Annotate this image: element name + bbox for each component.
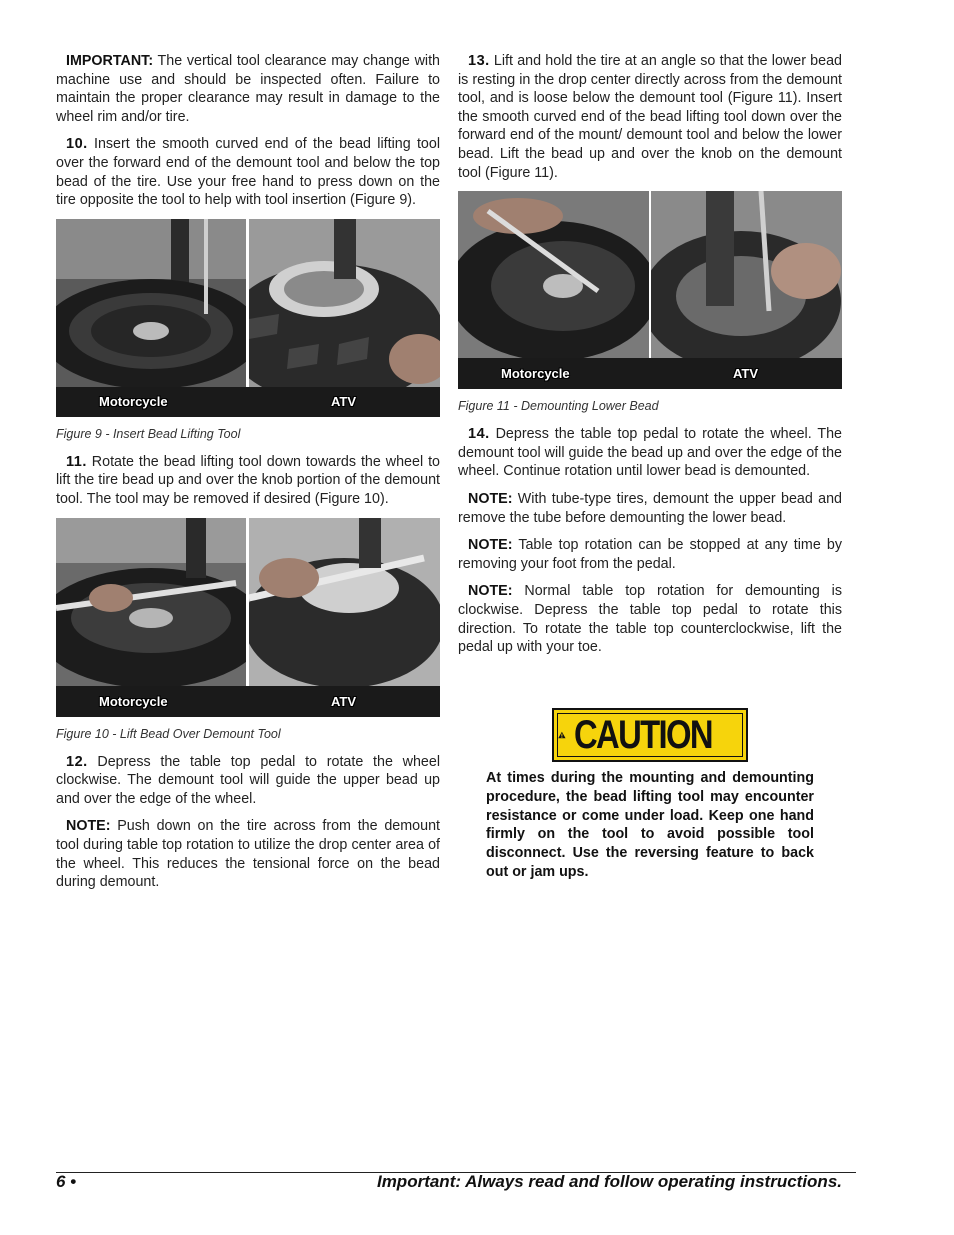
- figure-10-label-atv: ATV: [331, 693, 357, 709]
- figure-9-label-atv: ATV: [331, 394, 357, 410]
- note-3: [458, 536, 842, 573]
- figure-9-label-motorcycle: Motorcycle: [99, 394, 168, 410]
- note-4-text: Normal table top rotation for demounting is clockwise. Depress the table top pedal to rotate this direction. To rotate the table top counterclockwise, lift the pedal up with your toe.: [458, 583, 842, 656]
- figure-10-caption: Figure 10 - Lift Bead Over Demount Tool: [56, 726, 281, 741]
- figure-11-atv-photo: [651, 191, 842, 358]
- note-1-text: Push down on the tire across from the demount tool during table top rotation to utilize the drop center area of the wheel. This reduces the tensional force on the bead during demount.: [56, 818, 440, 891]
- figure-9-atv-photo: [249, 219, 440, 387]
- figure-9-motorcycle-photo: [56, 219, 247, 387]
- warning-triangle-icon: [558, 720, 566, 750]
- page-number: 6 •: [56, 1172, 77, 1191]
- figure-9-caption: Figure 9 - Insert Bead Lifting Tool: [56, 426, 241, 441]
- step-11-text: Rotate the bead lifting tool down towards the wheel to lift the tire bead up and over the knob portion of the demount tool. The tool may be removed if desired (Figure 10).: [56, 453, 440, 507]
- right-column: [458, 52, 842, 666]
- figure-10-atv-photo: [249, 518, 440, 686]
- note-4: [458, 582, 842, 656]
- figure-11-label-motorcycle: Motorcycle: [501, 366, 570, 382]
- figure-10-motorcycle-photo: [56, 518, 247, 686]
- figure-11: [458, 191, 842, 389]
- note-1: [56, 817, 440, 891]
- step-13-text: Lift and hold the tire at an angle so that the lower bead is resting in the drop center directly across from the demount tool, and is loose below the demount tool (Figure 11). Insert the smooth curved end of the bead lifting tool down over the forward end of the mount/ demount tool and below the lower bead. Lift the bead up and over the knob on the demount tool (Figure 11).: [458, 53, 842, 181]
- caution-banner: [552, 708, 748, 762]
- step-13-number: 13.: [468, 53, 490, 69]
- step-10-number: 10.: [66, 136, 88, 153]
- step-12: [56, 753, 440, 809]
- important-text: The vertical tool clearance may change with machine use and should be inspected often. Failure to maintain the proper clearance may result in damage to the wheel rim and/or tire.: [56, 53, 440, 125]
- step-10: [56, 135, 440, 209]
- note-2: [458, 490, 842, 527]
- caution-word: CAUTION: [573, 712, 712, 757]
- figure-11-label-atv: ATV: [733, 366, 759, 382]
- footer: [56, 1172, 842, 1194]
- step-10-text: Insert the smooth curved end of the bead lifting tool over the forward end of the demount tool and below the top bead of the tire. Use your free hand to press down on the tire opposite the tool to help with tool insertion (Figure 9).: [56, 136, 440, 209]
- note-3-text: Table top rotation can be stopped at any time by removing your foot from the pedal.: [458, 537, 842, 572]
- footer-message: Important: Always read and follow operating instructions.: [376, 1172, 842, 1191]
- step-12-text: Depress the table top pedal to rotate the wheel clockwise. The demount tool will guide the upper bead up and over the edge of the wheel.: [56, 753, 440, 807]
- note-3-label: NOTE:: [468, 537, 513, 554]
- note-4-label: NOTE:: [468, 583, 513, 600]
- figure-11-motorcycle-photo: [458, 191, 649, 358]
- important-paragraph: [56, 52, 440, 126]
- note-2-label: NOTE:: [468, 490, 513, 507]
- figure-11-caption: Figure 11 - Demounting Lower Bead: [458, 399, 659, 414]
- step-12-number: 12.: [66, 753, 88, 770]
- caution-text: At times during the mounting and demounting procedure, the bead lifting tool may encounter resistance or come under load. Keep one hand firmly on the tool to avoid possible tool disconnect. Use the reversing feature to back out or jam ups.: [486, 770, 814, 880]
- step-11: [56, 453, 440, 509]
- note-1-label: NOTE:: [66, 818, 111, 835]
- step-14-text: Depress the table top pedal to rotate the wheel. The demount tool will guide the bead up and over the edge of the wheel. Continue rotation until lower bead is demounted.: [458, 426, 842, 480]
- step-14-number: 14.: [468, 426, 490, 443]
- important-label: IMPORTANT:: [66, 53, 154, 69]
- step-11-number: 11.: [66, 453, 87, 470]
- step-13: [458, 52, 842, 182]
- step-14: [458, 425, 842, 481]
- left-column: [56, 52, 440, 901]
- figure-9: [56, 219, 440, 417]
- note-2-text: With tube-type tires, demount the upper bead and remove the tube before demounting the lower bead.: [458, 490, 842, 526]
- figure-10: [56, 518, 440, 717]
- figure-10-label-motorcycle: Motorcycle: [99, 693, 168, 709]
